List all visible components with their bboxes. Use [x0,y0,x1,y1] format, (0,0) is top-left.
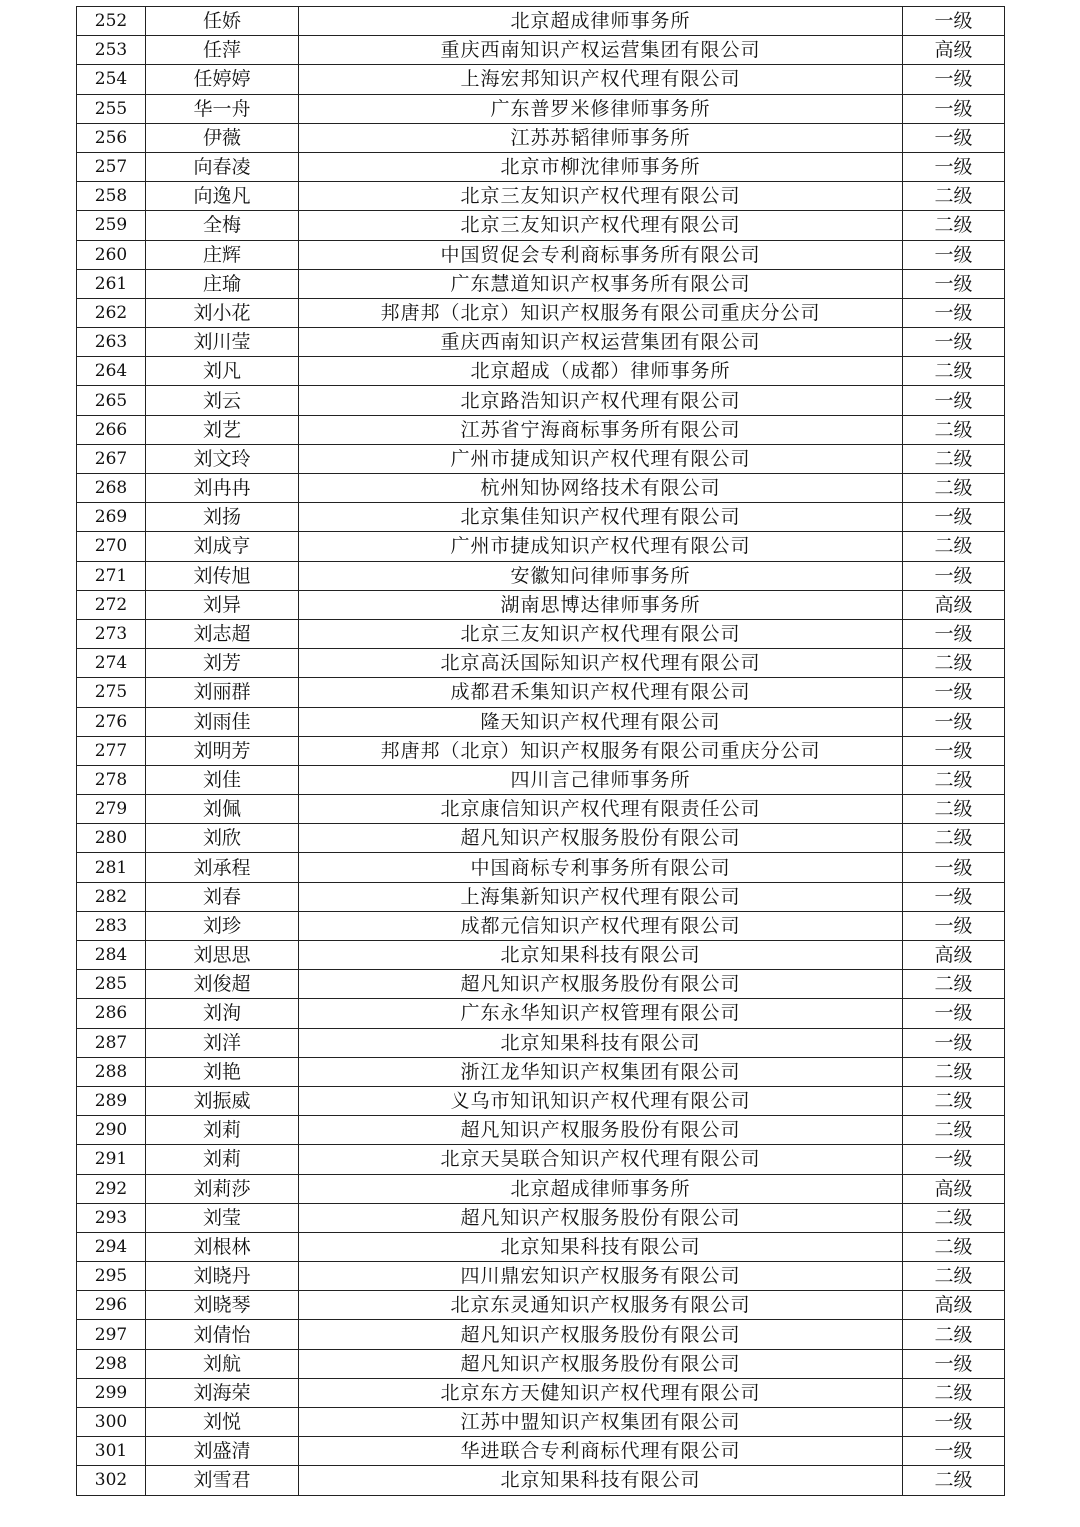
organization-name: 中国贸促会专利商标事务所有限公司 [299,240,903,269]
organization-name: 北京东方天健知识产权代理有限公司 [299,1378,903,1407]
person-name: 刘艺 [146,415,299,444]
qualification-level: 二级 [903,970,1005,999]
table-row [77,795,1005,824]
organization-name: 华进联合专利商标代理有限公司 [299,1437,903,1466]
qualification-level: 一级 [903,911,1005,940]
person-name: 刘佩 [146,795,299,824]
table-row [77,941,1005,970]
organization-name: 四川鼎宏知识产权服务有限公司 [299,1262,903,1291]
table-row [77,1028,1005,1057]
organization-name: 超凡知识产权服务股份有限公司 [299,1116,903,1145]
qualification-level: 高级 [903,941,1005,970]
qualification-level: 高级 [903,590,1005,619]
qualification-level: 一级 [903,882,1005,911]
person-name: 刘承程 [146,853,299,882]
row-number: 279 [77,795,146,824]
table-row [77,123,1005,152]
person-name: 庄辉 [146,240,299,269]
qualification-level: 高级 [903,1174,1005,1203]
row-number: 253 [77,36,146,65]
person-name: 刘俊超 [146,970,299,999]
row-number: 280 [77,824,146,853]
person-name: 刘悦 [146,1408,299,1437]
row-number: 281 [77,853,146,882]
row-number: 254 [77,65,146,94]
person-name: 伊薇 [146,123,299,152]
table-row [77,1408,1005,1437]
row-number: 301 [77,1437,146,1466]
qualification-level: 一级 [903,853,1005,882]
qualification-level: 一级 [903,240,1005,269]
row-number: 263 [77,328,146,357]
person-name: 刘春 [146,882,299,911]
organization-name: 江苏中盟知识产权集团有限公司 [299,1408,903,1437]
organization-name: 超凡知识产权服务股份有限公司 [299,1349,903,1378]
table-row [77,532,1005,561]
row-number: 261 [77,269,146,298]
qualification-level: 二级 [903,211,1005,240]
qualification-level: 一级 [903,619,1005,648]
table-row [77,328,1005,357]
table-row [77,1320,1005,1349]
organization-name: 北京知果科技有限公司 [299,1028,903,1057]
table-row [77,211,1005,240]
person-name: 刘芳 [146,649,299,678]
row-number: 295 [77,1262,146,1291]
person-name: 全梅 [146,211,299,240]
organization-name: 广东慧道知识产权事务所有限公司 [299,269,903,298]
qualification-level: 一级 [903,298,1005,327]
organization-name: 中国商标专利事务所有限公司 [299,853,903,882]
roster-table [76,6,1005,1496]
person-name: 刘丽群 [146,678,299,707]
table-row [77,882,1005,911]
organization-name: 江苏苏韬律师事务所 [299,123,903,152]
qualification-level: 二级 [903,415,1005,444]
table-row [77,7,1005,36]
organization-name: 北京超成（成都）律师事务所 [299,357,903,386]
organization-name: 超凡知识产权服务股份有限公司 [299,1320,903,1349]
row-number: 255 [77,94,146,123]
table-row [77,619,1005,648]
qualification-level: 一级 [903,65,1005,94]
table-row [77,1349,1005,1378]
row-number: 273 [77,619,146,648]
row-number: 290 [77,1116,146,1145]
row-number: 282 [77,882,146,911]
person-name: 刘倩怡 [146,1320,299,1349]
table-row [77,736,1005,765]
person-name: 刘冉冉 [146,474,299,503]
organization-name: 上海集新知识产权代理有限公司 [299,882,903,911]
qualification-level: 二级 [903,1232,1005,1261]
organization-name: 北京三友知识产权代理有限公司 [299,182,903,211]
table-row [77,298,1005,327]
table-row [77,999,1005,1028]
person-name: 向春凌 [146,152,299,181]
table-row [77,1378,1005,1407]
row-number: 300 [77,1408,146,1437]
organization-name: 重庆西南知识产权运营集团有限公司 [299,328,903,357]
organization-name: 北京三友知识产权代理有限公司 [299,619,903,648]
row-number: 298 [77,1349,146,1378]
person-name: 刘成亨 [146,532,299,561]
row-number: 274 [77,649,146,678]
organization-name: 北京知果科技有限公司 [299,1232,903,1261]
table-row [77,590,1005,619]
organization-name: 广东普罗米修律师事务所 [299,94,903,123]
person-name: 刘文玲 [146,444,299,473]
person-name: 刘思思 [146,941,299,970]
row-number: 259 [77,211,146,240]
qualification-level: 一级 [903,94,1005,123]
person-name: 刘雨佳 [146,707,299,736]
qualification-level: 一级 [903,1028,1005,1057]
person-name: 刘洵 [146,999,299,1028]
person-name: 刘航 [146,1349,299,1378]
person-name: 向逸凡 [146,182,299,211]
qualification-level: 一级 [903,678,1005,707]
table-row [77,649,1005,678]
person-name: 任萍 [146,36,299,65]
organization-name: 北京三友知识产权代理有限公司 [299,211,903,240]
row-number: 272 [77,590,146,619]
organization-name: 北京东灵通知识产权服务有限公司 [299,1291,903,1320]
row-number: 278 [77,765,146,794]
person-name: 刘珍 [146,911,299,940]
table-row [77,65,1005,94]
row-number: 264 [77,357,146,386]
person-name: 任婷婷 [146,65,299,94]
qualification-level: 二级 [903,795,1005,824]
organization-name: 北京超成律师事务所 [299,1174,903,1203]
row-number: 269 [77,503,146,532]
table-row [77,970,1005,999]
qualification-level: 一级 [903,269,1005,298]
table-row [77,824,1005,853]
table-row [77,357,1005,386]
organization-name: 成都君禾集知识产权代理有限公司 [299,678,903,707]
row-number: 288 [77,1057,146,1086]
table-row [77,94,1005,123]
row-number: 277 [77,736,146,765]
person-name: 刘欣 [146,824,299,853]
row-number: 262 [77,298,146,327]
row-number: 285 [77,970,146,999]
qualification-level: 二级 [903,1116,1005,1145]
person-name: 刘盛清 [146,1437,299,1466]
organization-name: 北京超成律师事务所 [299,7,903,36]
qualification-level: 二级 [903,357,1005,386]
table-row [77,269,1005,298]
qualification-level: 二级 [903,532,1005,561]
row-number: 299 [77,1378,146,1407]
organization-name: 成都元信知识产权代理有限公司 [299,911,903,940]
table-row [77,182,1005,211]
person-name: 刘艳 [146,1057,299,1086]
table-row [77,1116,1005,1145]
row-number: 297 [77,1320,146,1349]
organization-name: 北京知果科技有限公司 [299,941,903,970]
table-row [77,1203,1005,1232]
organization-name: 广东永华知识产权管理有限公司 [299,999,903,1028]
organization-name: 北京路浩知识产权代理有限公司 [299,386,903,415]
table-row [77,1174,1005,1203]
qualification-level: 二级 [903,474,1005,503]
organization-name: 广州市捷成知识产权代理有限公司 [299,444,903,473]
qualification-level: 一级 [903,1408,1005,1437]
table-row [77,1466,1005,1495]
person-name: 刘佳 [146,765,299,794]
person-name: 刘明芳 [146,736,299,765]
row-number: 265 [77,386,146,415]
qualification-level: 二级 [903,1378,1005,1407]
row-number: 276 [77,707,146,736]
table-row [77,561,1005,590]
person-name: 刘扬 [146,503,299,532]
qualification-level: 二级 [903,1320,1005,1349]
row-number: 296 [77,1291,146,1320]
qualification-level: 二级 [903,1086,1005,1115]
person-name: 刘雪君 [146,1466,299,1495]
qualification-level: 二级 [903,182,1005,211]
person-name: 刘莉 [146,1145,299,1174]
person-name: 刘莹 [146,1203,299,1232]
qualification-level: 二级 [903,1057,1005,1086]
person-name: 刘根林 [146,1232,299,1261]
organization-name: 北京高沃国际知识产权代理有限公司 [299,649,903,678]
organization-name: 隆天知识产权代理有限公司 [299,707,903,736]
qualification-level: 一级 [903,386,1005,415]
organization-name: 四川言己律师事务所 [299,765,903,794]
table-row [77,415,1005,444]
organization-name: 上海宏邦知识产权代理有限公司 [299,65,903,94]
person-name: 刘小花 [146,298,299,327]
organization-name: 北京市柳沈律师事务所 [299,152,903,181]
organization-name: 超凡知识产权服务股份有限公司 [299,970,903,999]
table-row [77,1262,1005,1291]
qualification-level: 一级 [903,503,1005,532]
table-row [77,152,1005,181]
qualification-level: 高级 [903,36,1005,65]
table-row [77,1057,1005,1086]
person-name: 刘川莹 [146,328,299,357]
qualification-level: 二级 [903,824,1005,853]
table-row [77,1086,1005,1115]
qualification-level: 一级 [903,1349,1005,1378]
row-number: 287 [77,1028,146,1057]
row-number: 292 [77,1174,146,1203]
row-number: 270 [77,532,146,561]
qualification-level: 一级 [903,152,1005,181]
organization-name: 安徽知问律师事务所 [299,561,903,590]
person-name: 刘晓琴 [146,1291,299,1320]
person-name: 刘凡 [146,357,299,386]
row-number: 294 [77,1232,146,1261]
qualification-level: 二级 [903,444,1005,473]
table-row [77,1145,1005,1174]
row-number: 293 [77,1203,146,1232]
qualification-level: 一级 [903,328,1005,357]
row-number: 268 [77,474,146,503]
organization-name: 重庆西南知识产权运营集团有限公司 [299,36,903,65]
organization-name: 邦唐邦（北京）知识产权服务有限公司重庆分公司 [299,298,903,327]
person-name: 刘传旭 [146,561,299,590]
qualification-level: 一级 [903,7,1005,36]
person-name: 刘晓丹 [146,1262,299,1291]
qualification-level: 一级 [903,1437,1005,1466]
row-number: 283 [77,911,146,940]
person-name: 华一舟 [146,94,299,123]
qualification-level: 二级 [903,1203,1005,1232]
row-number: 289 [77,1086,146,1115]
table-row [77,444,1005,473]
organization-name: 超凡知识产权服务股份有限公司 [299,1203,903,1232]
person-name: 刘云 [146,386,299,415]
table-row [77,1291,1005,1320]
person-name: 庄瑜 [146,269,299,298]
organization-name: 超凡知识产权服务股份有限公司 [299,824,903,853]
row-number: 252 [77,7,146,36]
table-row [77,911,1005,940]
table-row [77,386,1005,415]
qualification-level: 二级 [903,765,1005,794]
table-row [77,1232,1005,1261]
organization-name: 浙江龙华知识产权集团有限公司 [299,1057,903,1086]
qualification-level: 二级 [903,649,1005,678]
organization-name: 广州市捷成知识产权代理有限公司 [299,532,903,561]
table-row [77,678,1005,707]
organization-name: 义乌市知讯知识产权代理有限公司 [299,1086,903,1115]
row-number: 257 [77,152,146,181]
table-row [77,853,1005,882]
organization-name: 湖南思博达律师事务所 [299,590,903,619]
person-name: 刘海荣 [146,1378,299,1407]
table-row [77,36,1005,65]
table-row [77,474,1005,503]
table-row [77,707,1005,736]
qualification-level: 二级 [903,1466,1005,1495]
row-number: 291 [77,1145,146,1174]
person-name: 刘洋 [146,1028,299,1057]
row-number: 271 [77,561,146,590]
row-number: 275 [77,678,146,707]
roster-table-body [77,7,1005,1496]
person-name: 刘志超 [146,619,299,648]
qualification-level: 一级 [903,707,1005,736]
row-number: 284 [77,941,146,970]
person-name: 刘异 [146,590,299,619]
row-number: 266 [77,415,146,444]
row-number: 302 [77,1466,146,1495]
qualification-level: 一级 [903,1145,1005,1174]
row-number: 286 [77,999,146,1028]
table-row [77,765,1005,794]
organization-name: 北京知果科技有限公司 [299,1466,903,1495]
qualification-level: 一级 [903,561,1005,590]
organization-name: 北京集佳知识产权代理有限公司 [299,503,903,532]
qualification-level: 二级 [903,1262,1005,1291]
qualification-level: 高级 [903,1291,1005,1320]
organization-name: 杭州知协网络技术有限公司 [299,474,903,503]
row-number: 258 [77,182,146,211]
person-name: 任娇 [146,7,299,36]
organization-name: 江苏省宁海商标事务所有限公司 [299,415,903,444]
organization-name: 北京康信知识产权代理有限责任公司 [299,795,903,824]
qualification-level: 一级 [903,736,1005,765]
person-name: 刘莉莎 [146,1174,299,1203]
qualification-level: 一级 [903,999,1005,1028]
table-row [77,503,1005,532]
table-row [77,240,1005,269]
row-number: 267 [77,444,146,473]
organization-name: 北京天昊联合知识产权代理有限公司 [299,1145,903,1174]
table-row [77,1437,1005,1466]
organization-name: 邦唐邦（北京）知识产权服务有限公司重庆分公司 [299,736,903,765]
qualification-level: 一级 [903,123,1005,152]
person-name: 刘莉 [146,1116,299,1145]
row-number: 260 [77,240,146,269]
person-name: 刘振威 [146,1086,299,1115]
row-number: 256 [77,123,146,152]
